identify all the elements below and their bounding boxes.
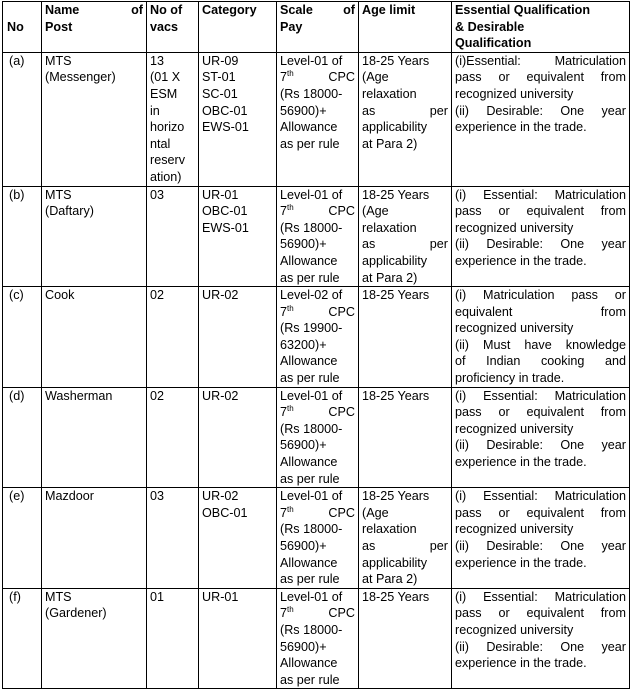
post-name: MTS (Gardener) — [42, 588, 147, 689]
table-row — [3, 287, 630, 388]
row-number: (c) — [3, 287, 42, 388]
vacancies: 03 — [147, 186, 199, 287]
row-number: (a) — [3, 52, 42, 186]
header-qualification: Essential Qualification & Desirable Qualification — [452, 2, 630, 53]
age-limit: 18-25 Years (Age relaxation as per applicability at Para 2) — [359, 488, 452, 589]
row-number: (b) — [3, 186, 42, 287]
qualification: (i) Essential: Matriculation pass or equivalent from recognized university (ii) Desirable: One year experience in the trade. — [452, 588, 630, 689]
category: UR-02 OBC-01 — [199, 488, 277, 589]
header-no-of-vacs: No of vacs — [147, 2, 199, 53]
vacancies: 13 (01 X ESM in horizo ntal reserv ation) — [147, 52, 199, 186]
header-scale-of-pay: Scale of Pay — [277, 2, 359, 53]
qualification: (i)Essential: Matriculation pass or equivalent from recognized university (ii) Desirable: One year experience in the trade. — [452, 52, 630, 186]
qualification: (i) Matriculation pass or equivalent from recognized university (ii) Must have knowledge of Indian cooking and proficiency in trade. — [452, 287, 630, 388]
vacancy-table — [2, 1, 630, 689]
post-name: Washerman — [42, 387, 147, 488]
header-name-of-post: Name of Post — [42, 2, 147, 53]
category: UR-02 — [199, 287, 277, 388]
scale-of-pay: Level-01 of 7th CPC (Rs 18000- 56900)+ Allowance as per rule — [277, 52, 359, 186]
scale-of-pay: Level-01 of 7th CPC (Rs 18000- 56900)+ Allowance as per rule — [277, 588, 359, 689]
age-limit: 18-25 Years — [359, 287, 452, 388]
age-limit: 18-25 Years (Age relaxation as per applicability at Para 2) — [359, 186, 452, 287]
post-name: Cook — [42, 287, 147, 388]
scale-of-pay: Level-02 of 7th CPC (Rs 19900- 63200)+ Allowance as per rule — [277, 287, 359, 388]
category: UR-01 OBC-01 EWS-01 — [199, 186, 277, 287]
age-limit: 18-25 Years — [359, 588, 452, 689]
category: UR-09 ST-01 SC-01 OBC-01 EWS-01 — [199, 52, 277, 186]
category: UR-02 — [199, 387, 277, 488]
post-name: Mazdoor — [42, 488, 147, 589]
table-row — [3, 488, 630, 589]
vacancies: 02 — [147, 287, 199, 388]
table-row — [3, 588, 630, 689]
header-category: Category — [199, 2, 277, 53]
qualification: (i) Essential: Matriculation pass or equivalent from recognized university (ii) Desirable: One year experience in the trade. — [452, 186, 630, 287]
row-number: (d) — [3, 387, 42, 488]
scale-of-pay: Level-01 of 7th CPC (Rs 18000- 56900)+ Allowance as per rule — [277, 186, 359, 287]
table-row — [3, 387, 630, 488]
table-row — [3, 186, 630, 287]
qualification: (i) Essential: Matriculation pass or equivalent from recognized university (ii) Desirable: One year experience in the trade. — [452, 488, 630, 589]
header-row — [3, 2, 630, 53]
scale-of-pay: Level-01 of 7th CPC (Rs 18000- 56900)+ Allowance as per rule — [277, 488, 359, 589]
qualification: (i) Essential: Matriculation pass or equivalent from recognized university (ii) Desirable: One year experience in the trade. — [452, 387, 630, 488]
header-age-limit: Age limit — [359, 2, 452, 53]
vacancies: 03 — [147, 488, 199, 589]
vacancies: 01 — [147, 588, 199, 689]
vacancies: 02 — [147, 387, 199, 488]
age-limit: 18-25 Years (Age relaxation as per applicability at Para 2) — [359, 52, 452, 186]
age-limit: 18-25 Years — [359, 387, 452, 488]
post-name: MTS (Daftary) — [42, 186, 147, 287]
row-number: (e) — [3, 488, 42, 589]
category: UR-01 — [199, 588, 277, 689]
header-no: No — [3, 2, 42, 53]
scale-of-pay: Level-01 of 7th CPC (Rs 18000- 56900)+ Allowance as per rule — [277, 387, 359, 488]
table-row — [3, 52, 630, 186]
row-number: (f) — [3, 588, 42, 689]
post-name: MTS (Messenger) — [42, 52, 147, 186]
